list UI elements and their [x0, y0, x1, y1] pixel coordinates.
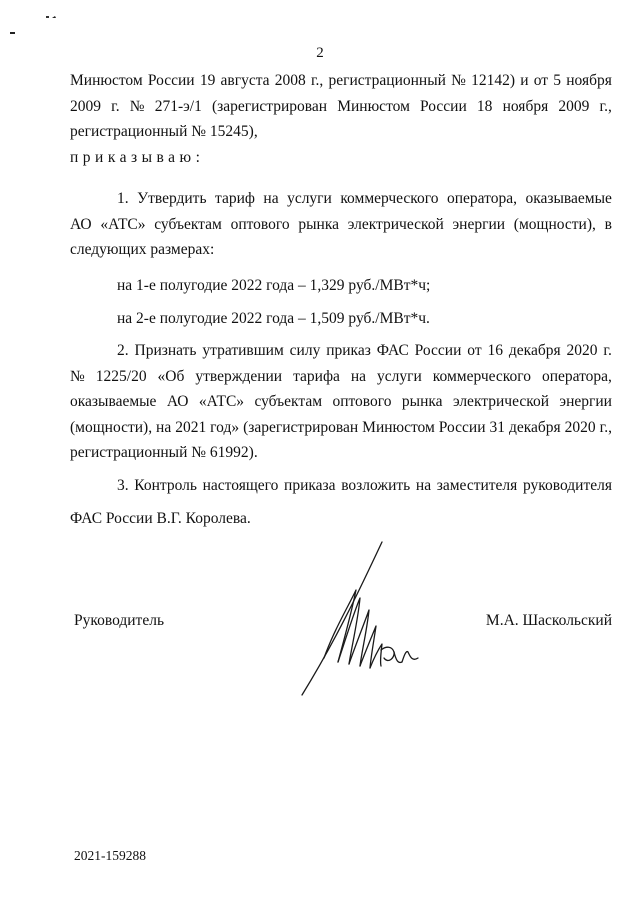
- word: (мощности),: [513, 215, 596, 233]
- word: 3.: [117, 477, 129, 494]
- word: на: [350, 367, 367, 385]
- tariff-line-1: на 1-е полугодие 2022 года – 1,329 руб./МВт*ч;: [117, 277, 431, 294]
- word: августа: [220, 72, 270, 89]
- word: 1.: [117, 190, 129, 207]
- word: тарифа: [293, 367, 340, 385]
- word: г.,: [599, 97, 612, 115]
- word: 5: [553, 72, 562, 89]
- word: Минюстом: [337, 97, 410, 115]
- item-1-paragraph: [70, 186, 612, 263]
- tariff-line-2: на 2-е полугодие 2022 года – 1,509 руб./МВт*ч.: [117, 310, 430, 327]
- word: электрической: [452, 393, 550, 410]
- word: 2020: [564, 418, 596, 436]
- preamble-line-2: [70, 94, 612, 120]
- word: Минюстом: [70, 72, 143, 89]
- word: России: [438, 418, 486, 436]
- word: оказываемые: [70, 393, 157, 410]
- item-1-line-2: [70, 212, 612, 238]
- word: и: [520, 72, 529, 89]
- item-3-line-1: [70, 473, 612, 499]
- document-id: 2021-159288: [74, 848, 146, 863]
- word: 271-э/1: [154, 97, 202, 115]
- word: «АТС»: [198, 393, 245, 410]
- item-3-line-2: ФАС России В.Г. Королева.: [70, 509, 251, 527]
- word: АО: [166, 393, 189, 410]
- word: (зарегистрирован: [211, 97, 328, 115]
- word: 2020: [566, 342, 598, 359]
- word: 16: [487, 342, 504, 359]
- preamble-line-1: [70, 68, 612, 94]
- word: «Об: [157, 367, 185, 385]
- word: ноября: [566, 72, 612, 89]
- word: 1225/20: [95, 367, 147, 385]
- word: силу: [289, 342, 321, 359]
- word: утверждении: [195, 367, 283, 385]
- word: 31: [489, 418, 505, 436]
- word: России: [420, 97, 467, 115]
- word: заместителя: [436, 477, 518, 494]
- preamble-paragraph: [70, 68, 612, 170]
- word: рынка: [401, 393, 443, 410]
- word: тариф: [215, 190, 255, 207]
- word: Признать: [134, 342, 197, 359]
- word: утратившим: [202, 342, 284, 359]
- scan-marks-icon: [6, 10, 66, 40]
- item-1-line-3: следующих размерах:: [70, 241, 215, 258]
- item-2-paragraph: [70, 338, 612, 466]
- word: декабря: [508, 418, 561, 436]
- word: Утвердить: [137, 190, 207, 207]
- item-2-line-1: [70, 338, 612, 364]
- word: коммерческого: [432, 367, 531, 385]
- word: настоящего: [202, 477, 279, 494]
- word: коммерческого: [340, 190, 439, 207]
- word: от: [467, 342, 482, 359]
- word: 2008: [274, 72, 306, 89]
- word: АО: [70, 215, 92, 233]
- word: г.: [603, 342, 612, 359]
- item-2-line-4: [70, 415, 612, 441]
- word: декабря: [508, 342, 561, 359]
- word: оптового: [332, 393, 392, 410]
- word: субъектам: [254, 393, 323, 410]
- signer-title: Руководитель: [74, 612, 165, 629]
- word: г.,: [599, 418, 612, 436]
- page-number: 2: [316, 45, 324, 61]
- word: ФАС: [376, 342, 409, 359]
- word: на: [156, 418, 172, 436]
- word: Контроль: [134, 477, 197, 494]
- word: «АТС»: [100, 215, 146, 233]
- word: №: [129, 97, 145, 115]
- item-2-line-5: регистрационный № 61992).: [70, 444, 258, 461]
- word: 19: [199, 72, 216, 89]
- item-3-paragraph: [70, 473, 612, 531]
- item-2-line-2: [70, 364, 612, 390]
- word: г.: [111, 97, 120, 115]
- word: энергии: [452, 215, 506, 233]
- word: России: [147, 72, 195, 89]
- word: в: [604, 215, 612, 233]
- word: от: [533, 72, 549, 89]
- word: (мощности),: [70, 418, 153, 436]
- word: 2009: [558, 97, 590, 115]
- signature-icon: [294, 540, 424, 700]
- word: субъектам: [154, 215, 222, 233]
- word: рынка: [298, 215, 339, 233]
- order-word: приказываю:: [70, 148, 205, 166]
- word: России: [414, 342, 462, 359]
- word: (зарегистрирован: [243, 418, 359, 436]
- signer-name: М.А. Шаскольский: [485, 612, 612, 629]
- word: услуги: [287, 190, 332, 207]
- word: ноября: [502, 97, 549, 115]
- word: оптового: [230, 215, 290, 233]
- word: 2021: [175, 418, 207, 436]
- word: №: [70, 367, 85, 385]
- word: приказа: [284, 477, 336, 494]
- word: энергии: [559, 393, 612, 410]
- preamble-line-3: регистрационный № 15245),: [70, 123, 258, 140]
- word: оператора,: [541, 367, 612, 385]
- word: руководителя: [522, 477, 612, 494]
- word: Минюстом: [362, 418, 435, 436]
- word: 12142): [471, 72, 516, 89]
- word: электрической: [347, 215, 444, 233]
- word: №: [451, 72, 466, 89]
- word: услуги: [377, 367, 422, 385]
- item-2-line-3: [70, 389, 612, 415]
- word: год»: [210, 418, 240, 436]
- word: на: [263, 190, 279, 207]
- word: 2009: [70, 97, 101, 115]
- word: регистрационный: [328, 72, 446, 89]
- word: возложить: [341, 477, 411, 494]
- word: приказ: [326, 342, 371, 359]
- word: на: [415, 477, 432, 494]
- word: оказываемые: [525, 190, 612, 207]
- word: оператора,: [447, 190, 517, 207]
- word: г.,: [310, 72, 324, 89]
- item-1-line-1: [70, 186, 612, 212]
- word: 2.: [117, 342, 129, 359]
- word: 18: [476, 97, 493, 115]
